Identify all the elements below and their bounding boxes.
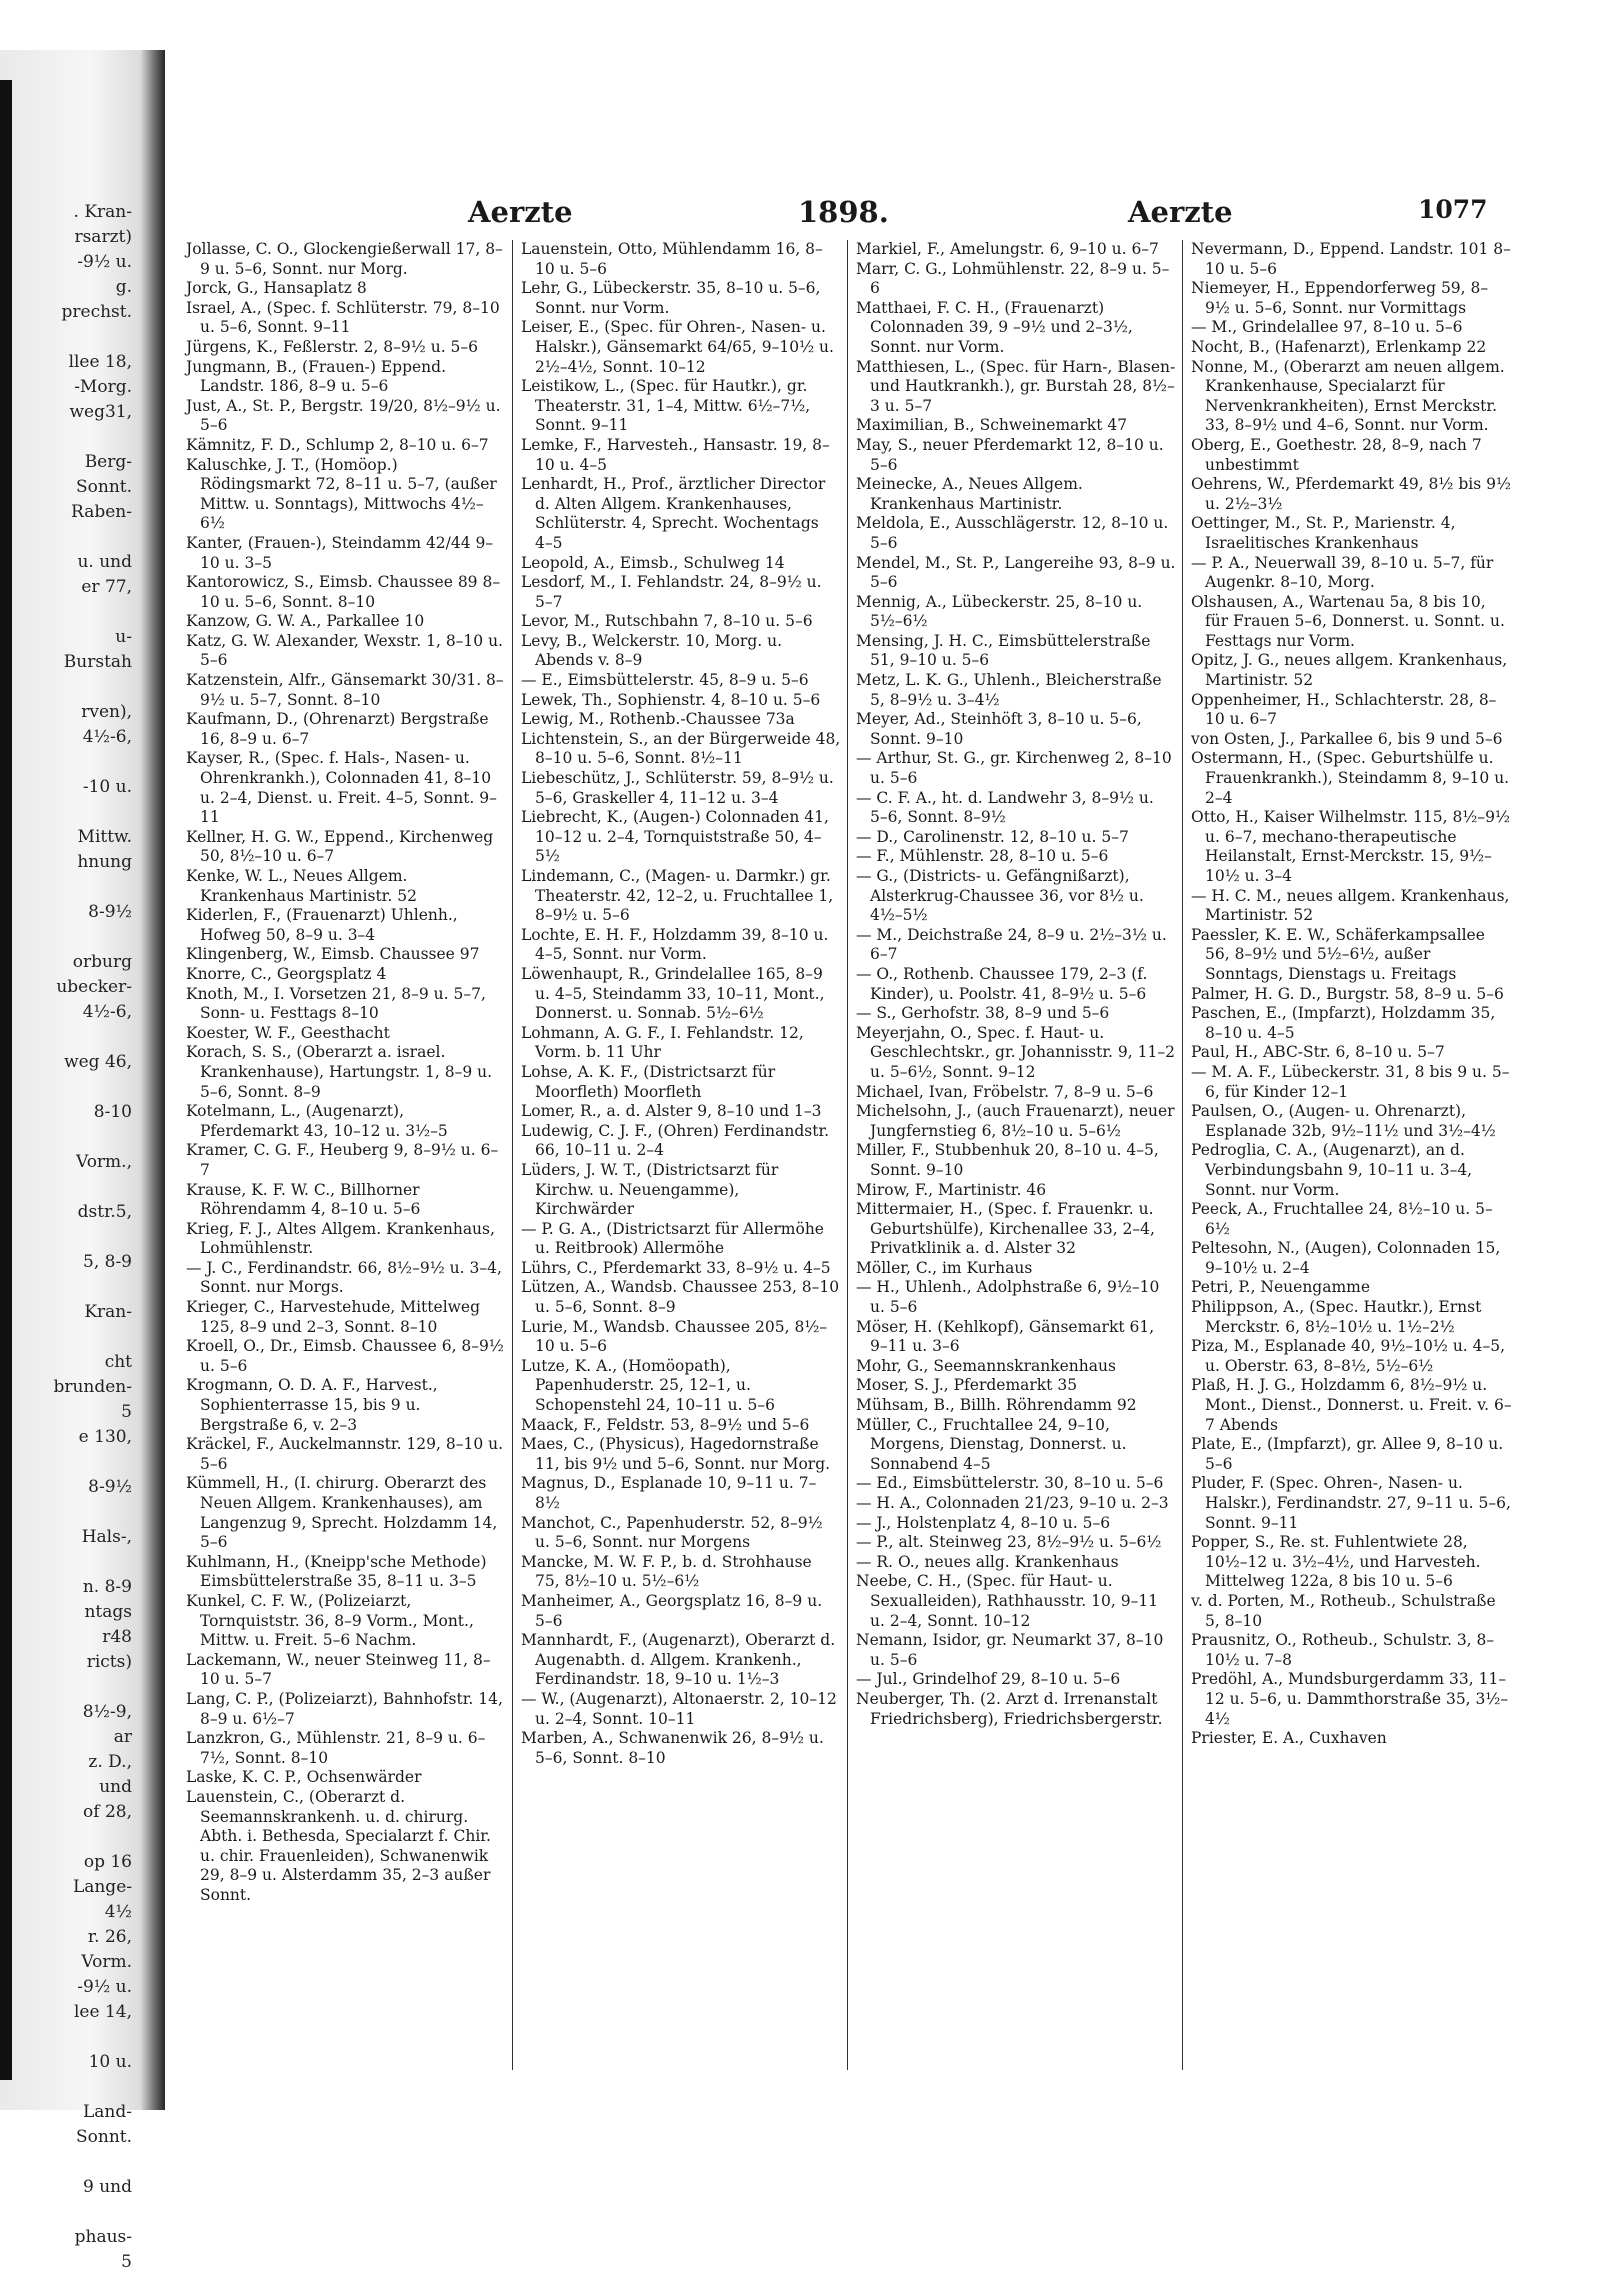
directory-entry: — P., alt. Steinweg 23, 8½–9½ u. 5–6½	[856, 1533, 1162, 1552]
directory-entry: Mirow, F., Martinistr. 46	[856, 1180, 1047, 1199]
directory-entry: Oberg, E., Goethestr. 28, 8–9, nach 7 unbestimmt	[1191, 435, 1482, 474]
fragment-line: Sonnt.	[75, 477, 132, 497]
fragment-line: Land-	[83, 2102, 132, 2122]
fragment-line: Berg-	[84, 452, 132, 472]
fragment-line: n. 8-9	[82, 1577, 132, 1597]
fragment-line: e 130,	[78, 1427, 132, 1447]
directory-entry: — P. A., Neuerwall 39, 8–10 u. 5–7, für Augenkr. 8–10, Morg.	[1191, 553, 1494, 592]
directory-entry: — F., Mühlenstr. 28, 8–10 u. 5–6	[856, 847, 1109, 866]
directory-entry: — H., Uhlenh., Adolphstraße 6, 9½–10 u. 5–6	[856, 1278, 1160, 1317]
directory-entry: — R. O., neues allg. Krankenhaus	[856, 1552, 1119, 1571]
directory-entry: Kiderlen, F., (Frauenarzt) Uhlenh., Hofweg 50, 8–9 u. 3–4	[186, 906, 458, 944]
fragment-line: dstr.5,	[77, 1202, 132, 1222]
directory-entry: Just, A., St. P., Bergstr. 19/20, 8½–9½ u. 5–6	[186, 396, 501, 435]
directory-entry: Metz, L. K. G., Uhlenh., Bleicherstraße 5, 8–9½ u. 3–4½	[856, 671, 1162, 709]
fragment-line: 5	[121, 1402, 132, 1422]
fragment-line	[14, 525, 132, 550]
directory-entry: — O., Rothenb. Chaussee 179, 2–3 (f. Kinder), u. Poolstr. 41, 8–9½ u. 5–6	[856, 964, 1148, 1003]
directory-entry: — Jul., Grindelhof 29, 8–10 u. 5–6	[856, 1670, 1121, 1689]
directory-entry: Michelsohn, J., (auch Frauenarzt), neuer Jungfernstieg 6, 8½–10 u. 5–6½	[856, 1102, 1175, 1140]
fragment-line	[14, 2150, 132, 2175]
fragment-line: Hals-,	[81, 1527, 132, 1547]
fragment-line	[14, 2200, 132, 2225]
directory-entry: Manchot, C., Papenhuderstr. 52, 8–9½ u. 5–6, Sonnt. nur Morgens	[521, 1513, 823, 1552]
directory-entry: Olshausen, A., Wartenau 5a, 8 bis 10, für Frauen 5–6, Donnerst. u. Sonnt. u. Festtags nur Vorm.	[1191, 592, 1505, 650]
directory-entry: Moser, S. J., Pferdemarkt 35	[856, 1376, 1078, 1395]
directory-entry: Meinecke, A., Neues Allgem. Krankenhaus Martinistr.	[856, 475, 1083, 513]
directory-entry: Oehrens, W., Pferdemarkt 49, 8½ bis 9½ u. 2½–3½	[1191, 475, 1512, 513]
directory-entry: Levy, B., Welckerstr. 10, Morg. u. Abends v. 8–9	[521, 631, 783, 670]
directory-entry: Möller, C., im Kurhaus	[856, 1258, 1033, 1277]
fragment-line: . Kran-	[73, 202, 132, 222]
fragment-line: 4½-6,	[82, 1002, 132, 1022]
directory-entry: Löwenhaupt, R., Grindelallee 165, 8–9 u. 4–5, Steindamm 33, 10–11, Mont., Donnerst. u. Sonnab. 5½–6½	[521, 964, 825, 1023]
directory-entry: Katzenstein, Alfr., Gänsemarkt 30/31. 8–9½ u. 5–7, Sonnt. 8–10	[186, 671, 504, 709]
directory-entry: Koester, W. F., Geesthacht	[186, 1023, 390, 1042]
directory-entry: Lützen, A., Wandsb. Chaussee 253, 8–10 u. 5–6, Sonnt. 8–9	[521, 1278, 840, 1317]
directory-entry: Marben, A., Schwanenwik 26, 8–9½ u. 5–6, Sonnt. 8–10	[521, 1729, 824, 1767]
directory-entry: Kayser, R., (Spec. f. Hals-, Nasen- u. Ohrenkrankh.), Colonnaden 41, 8–10 u. 2–4, Dienst. u. Freit. 4–5, Sonnt. 9–11	[186, 749, 497, 827]
directory-entry: v. d. Porten, M., Rotheub., Schulstraße 5, 8–10	[1191, 1591, 1496, 1630]
directory-entry: Lesdorf, M., I. Fehlandstr. 24, 8–9½ u. 5–7	[521, 573, 822, 611]
fragment-line: u. und	[77, 552, 132, 572]
fragment-line	[14, 1225, 132, 1250]
fragment-line	[14, 1025, 132, 1050]
directory-entry: Ludewig, C. J. F., (Ohren) Ferdinandstr. 66, 10–11 u. 2–4	[521, 1121, 830, 1160]
fragment-line: -9½ u.	[77, 252, 132, 272]
directory-entry: Mendel, M., St. P., Langereihe 93, 8–9 u. 5–6	[856, 553, 1176, 592]
directory-entry: Laske, K. C. P., Ochsenwärder	[186, 1768, 422, 1787]
fragment-line: ntags	[84, 1602, 132, 1622]
directory-entry: Peltesohn, N., (Augen), Colonnaden 15, 9–10½ u. 2–4	[1191, 1239, 1501, 1277]
fragment-line: 5	[121, 2252, 132, 2272]
fragment-line: cht	[104, 1352, 132, 1372]
directory-entry: Paessler, K. E. W., Schäferkampsallee 56, 8–9½ und 5½–6½, außer Sonntags, Dienstags u. Freitags	[1191, 925, 1485, 983]
fragment-line	[14, 1175, 132, 1200]
directory-entry: Kaluschke, J. T., (Homöop.) Rödingsmarkt 72, 8–11 u. 5–7, (außer Mittw. u. Sonntags), Mittwochs 4½–6½	[186, 455, 497, 533]
directory-entry: Krieg, F. J., Altes Allgem. Krankenhaus, Lohmühlenstr.	[186, 1219, 495, 1258]
directory-entry: Predöhl, A., Mundsburgerdamm 33, 11–12 u. 5–6, u. Dammthorstraße 35, 3½–4½	[1191, 1670, 1509, 1728]
directory-entry: Lewek, Th., Sophienstr. 4, 8–10 u. 5–6	[521, 690, 821, 709]
directory-entry: — M., Deichstraße 24, 8–9 u. 2½–3½ u. 6–7	[856, 925, 1167, 964]
directory-entry: — E., Eimsbüttelerstr. 45, 8–9 u. 5–6	[521, 671, 809, 690]
fragment-line: 9 und	[83, 2177, 132, 2197]
fragment-line	[14, 925, 132, 950]
fragment-line: g.	[115, 277, 132, 297]
fragment-line: 8-9½	[88, 902, 132, 922]
directory-entry: Kellner, H. G. W., Eppend., Kirchenweg 50, 8½–10 u. 6–7	[186, 827, 494, 866]
binding-shadow	[0, 80, 12, 2080]
directory-entry: Ostermann, H., (Spec. Geburtshülfe u. Frauenkrankh.), Steindamm 8, 9–10 u. 2–4	[1191, 749, 1510, 807]
directory-entry: Krause, K. F. W. C., Billhorner Röhrendamm 4, 8–10 u. 5–6	[186, 1180, 421, 1219]
fragment-line: 8-10	[93, 1102, 132, 1122]
directory-entry: Kanzow, G. W. A., Parkallee 10	[186, 612, 425, 631]
fragment-line	[14, 2075, 132, 2100]
fragment-line: Raben-	[71, 502, 132, 522]
directory-entry: Pedroglia, C. A., (Augenarzt), an d. Verbindungsbahn 9, 10–11 u. 3–4, Sonnt. nur Vorm.	[1191, 1141, 1473, 1199]
directory-entry: Lewig, M., Rothenb.-Chaussee 73a	[521, 710, 795, 729]
fragment-line: lee 14,	[74, 2002, 132, 2022]
fragment-line: phaus-	[74, 2227, 132, 2247]
fragment-line	[14, 325, 132, 350]
directory-entry: Lomer, R., a. d. Alster 9, 8–10 und 1–3	[521, 1102, 822, 1121]
fragment-line: Lange-	[72, 1877, 132, 1897]
directory-entry: Kuhlmann, H., (Kneipp'sche Methode) Eimsbüttelerstraße 35, 8–11 u. 3–5	[186, 1552, 487, 1591]
directory-entry: Lurie, M., Wandsb. Chaussee 205, 8½–10 u. 5–6	[521, 1317, 828, 1356]
column-2	[513, 240, 848, 2070]
directory-entry: Nocht, B., (Hafenarzt), Erlenkamp 22	[1191, 337, 1487, 356]
fragment-line	[14, 800, 132, 825]
directory-entry: — P. G. A., (Districtsarzt für Allermöhe u. Reitbrook) Allermöhe	[521, 1219, 824, 1258]
directory-entry: Opitz, J. G., neues allgem. Krankenhaus, Martinistr. 52	[1191, 651, 1508, 690]
fragment-line	[14, 1825, 132, 1850]
fragment-line: Sonnt.	[75, 2127, 132, 2147]
directory-entry: Peeck, A., Fruchtallee 24, 8½–10 u. 5–6½	[1191, 1200, 1493, 1238]
directory-columns	[178, 240, 1518, 2070]
fragment-line: z. D.,	[88, 1752, 132, 1772]
directory-entry: Meyer, Ad., Steinhöft 3, 8–10 u. 5–6, Sonnt. 9–10	[856, 710, 1142, 748]
directory-entry: Petri, P., Neuengamme	[1191, 1278, 1371, 1297]
fragment-line	[14, 2025, 132, 2050]
directory-entry: Nonne, M., (Oberarzt am neuen allgem. Krankenhause, Specialarzt für Nervenkrankheiten), Ernst Merckstr. 33, 8–9½ und 4–6, Sonnt. nur Vorm.	[1191, 357, 1505, 435]
fragment-line	[14, 1675, 132, 1700]
directory-entry: Jorck, G., Hansaplatz 8	[186, 279, 367, 298]
fragment-line: 4½	[104, 1902, 132, 1922]
directory-entry: Kramer, C. G. F., Heuberg 9, 8–9½ u. 6–7	[186, 1141, 499, 1179]
directory-entry: Marr, C. G., Lohmühlenstr. 22, 8–9 u. 5–6	[856, 259, 1170, 298]
column-4	[1183, 240, 1518, 2070]
fragment-line: llee 18,	[68, 352, 132, 372]
page-header	[168, 195, 1568, 235]
directory-entry: Plaß, H. J. G., Holzdamm 6, 8½–9½ u. Mont., Dienst., Donnerst. u. Freit. v. 6–7 Abends	[1191, 1376, 1512, 1434]
directory-entry: Piza, M., Esplanade 40, 9½–10½ u. 4–5, u. Oberstr. 63, 8–8½, 5½–6½	[1191, 1337, 1506, 1375]
directory-entry: Leistikow, L., (Spec. für Hautkr.), gr. Theaterstr. 31, 1–4, Mittw. 6½–7½, Sonnt. 9–11	[521, 377, 811, 435]
directory-entry: Korach, S. S., (Oberarzt a. israel. Krankenhause), Hartungstr. 1, 8–9 u. 5–6, Sonnt. 8–9	[186, 1043, 493, 1101]
fragment-line	[14, 1450, 132, 1475]
directory-entry: Maximilian, B., Schweinemarkt 47	[856, 416, 1128, 435]
directory-entry: Jürgens, K., Feßlerstr. 2, 8–9½ u. 5–6	[186, 337, 479, 356]
directory-entry: Meldola, E., Ausschlägerstr. 12, 8–10 u. 5–6	[856, 514, 1169, 552]
directory-entry: Leopold, A., Eimsb., Schulweg 14	[521, 553, 785, 572]
directory-entry: Lanzkron, G., Mühlenstr. 21, 8–9 u. 6–7½, Sonnt. 8–10	[186, 1729, 486, 1767]
fragment-line	[14, 600, 132, 625]
directory-entry: Müller, C., Fruchtallee 24, 9–10, Morgens, Dienstag, Donnerst. u. Sonnabend 4–5	[856, 1415, 1127, 1473]
directory-entry: Lohse, A. K. F., (Districtsarzt für Moorfleth) Moorfleth	[521, 1062, 776, 1101]
previous-page-fragment	[14, 200, 132, 2275]
fragment-line: of 28,	[83, 1802, 132, 1822]
directory-entry: Prausnitz, O., Rotheub., Schulstr. 3, 8–10½ u. 7–8	[1191, 1631, 1495, 1669]
directory-entry: Kümmell, H., (I. chirurg. Oberarzt des Neuen Allgem. Krankenhauses), am Langenzug 9, Sprecht. Holzdamm 14, 5–6	[186, 1474, 498, 1552]
fragment-line	[14, 875, 132, 900]
directory-entry: — S., Gerhofstr. 38, 8–9 und 5–6	[856, 1004, 1110, 1023]
header-year: 1898.	[798, 195, 889, 229]
fragment-line	[14, 675, 132, 700]
fragment-line: -10 u.	[82, 777, 132, 797]
directory-entry: Mennig, A., Lübeckerstr. 25, 8–10 u. 5½–6½	[856, 592, 1143, 631]
fragment-line: er 77,	[81, 577, 132, 597]
fragment-line: Vorm.,	[75, 1152, 132, 1172]
directory-entry: Philippson, A., (Spec. Hautkr.), Ernst Merckstr. 6, 8½–10½ u. 1½–2½	[1191, 1298, 1482, 1336]
directory-entry: Magnus, D., Esplanade 10, 9–11 u. 7–8½	[521, 1474, 817, 1512]
directory-entry: Lutze, K. A., (Homöopath), Papenhuderstr. 25, 12–1, u. Schopenstehl 24, 10–11 u. 5–6	[521, 1356, 775, 1415]
fragment-line: 4½-6,	[82, 727, 132, 747]
directory-entry: Lemke, F., Harvesteh., Hansastr. 19, 8–10 u. 4–5	[521, 435, 830, 474]
directory-entry: Niemeyer, H., Eppendorferweg 59, 8–9½ u. 5–6, Sonnt. nur Vormittags	[1191, 279, 1489, 317]
directory-entry: Manheimer, A., Georgsplatz 16, 8–9 u. 5–6	[521, 1591, 823, 1630]
header-section-left: Aerzte	[468, 195, 573, 229]
column-1	[178, 240, 513, 2070]
fragment-line: r48	[102, 1627, 132, 1647]
directory-entry: Paulsen, O., (Augen- u. Ohrenarzt), Esplanade 32b, 9½–11½ und 3½–4½	[1191, 1102, 1496, 1140]
fragment-line: -Morg.	[74, 377, 132, 397]
directory-entry: Lührs, C., Pferdemarkt 33, 8–9½ u. 4–5	[521, 1258, 831, 1277]
directory-entry: Mancke, M. W. F. P., b. d. Strohhause 75, 8½–10 u. 5½–6½	[521, 1552, 812, 1591]
fragment-line: hnung	[77, 852, 132, 872]
directory-entry: Lauenstein, C., (Oberarzt d. Seemannskrankenh. u. d. chirurg. Abth. i. Bethesda, Specialarzt f. Chir. u. chir. Frauenleiden), Schwanenwik 29, 8–9 u. Alsterdamm 35, 2–3 außer Sonnt.	[186, 1787, 491, 1904]
fragment-line: r. 26,	[87, 1927, 132, 1947]
directory-entry: Mühsam, B., Billh. Röhrendamm 92	[856, 1396, 1137, 1415]
fragment-line	[14, 1125, 132, 1150]
directory-entry: Matthaei, F. C. H., (Frauenarzt) Colonnaden 39, 9 –9½ und 2–3½, Sonnt. nur Vorm.	[856, 298, 1133, 356]
fragment-line: Vorm.	[81, 1952, 132, 1972]
directory-entry: Lindemann, C., (Magen- u. Darmkr.) gr. Theaterstr. 42, 12–2, u. Fruchtallee 1, 8–9½ u. 5–6	[521, 867, 834, 925]
directory-entry: Krieger, C., Harvestehude, Mittelweg 125, 8–9 und 2–3, Sonnt. 8–10	[186, 1298, 481, 1336]
directory-entry: Liebeschütz, J., Schlüterstr. 59, 8–9½ u. 5–6, Graskeller 4, 11–12 u. 3–4	[521, 769, 834, 807]
directory-entry: Michael, Ivan, Fröbelstr. 7, 8–9 u. 5–6	[856, 1082, 1154, 1101]
directory-entry: — J. C., Ferdinandstr. 66, 8½–9½ u. 3–4, Sonnt. nur Morgs.	[186, 1258, 502, 1297]
directory-entry: Oettinger, M., St. P., Marienstr. 4, Israelitisches Krankenhaus	[1191, 514, 1456, 552]
fragment-line: rsarzt)	[74, 227, 132, 247]
directory-entry: Paschen, E., (Impfarzt), Holzdamm 35, 8–10 u. 4–5	[1191, 1004, 1496, 1042]
fragment-line: Burstah	[63, 652, 132, 672]
directory-entry: — Ed., Eimsbüttelerstr. 30, 8–10 u. 5–6	[856, 1474, 1164, 1493]
directory-entry: Jungmann, B., (Frauen-) Eppend. Landstr. 186, 8–9 u. 5–6	[186, 357, 446, 396]
fragment-line: 8-9½	[88, 1477, 132, 1497]
directory-entry: Knoth, M., I. Vorsetzen 21, 8–9 u. 5–7, Sonn- u. Festtags 8–10	[186, 984, 486, 1023]
directory-entry: — H. A., Colonnaden 21/23, 9–10 u. 2–3	[856, 1494, 1169, 1512]
fragment-line: weg 46,	[64, 1052, 132, 1072]
directory-entry: von Osten, J., Parkallee 6, bis 9 und 5–6	[1191, 729, 1503, 748]
directory-entry: Markiel, F., Amelungstr. 6, 9–10 u. 6–7	[856, 240, 1159, 258]
directory-entry: Kotelmann, L., (Augenarzt), Pferdemarkt 43, 10–12 u. 3½–5	[186, 1102, 448, 1140]
directory-entry: Kaufmann, D., (Ohrenarzt) Bergstraße 16, 8–9 u. 6–7	[186, 710, 489, 748]
directory-entry: Miller, F., Stubbenhuk 20, 8–10 u. 4–5, Sonnt. 9–10	[856, 1141, 1159, 1179]
directory-entry: Israel, A., (Spec. f. Schlüterstr. 79, 8–10 u. 5–6, Sonnt. 9–11	[186, 298, 500, 337]
directory-entry: — H. C. M., neues allgem. Krankenhaus, Martinistr. 52	[1191, 886, 1510, 925]
page-number: 1077	[1418, 195, 1488, 224]
directory-entry: Möser, H. (Kehlkopf), Gänsemarkt 61, 9–11 u. 3–6	[856, 1317, 1155, 1356]
fragment-line: ar	[113, 1727, 132, 1747]
fragment-line: prechst.	[61, 302, 132, 322]
directory-entry: — D., Carolinenstr. 12, 8–10 u. 5–7	[856, 827, 1129, 846]
directory-entry: — M. A. F., Lübeckerstr. 31, 8 bis 9 u. 5–6, für Kinder 12–1	[1191, 1062, 1510, 1101]
directory-entry: — C. F. A., ht. d. Landwehr 3, 8–9½ u. 5–6, Sonnt. 8–9½	[856, 788, 1154, 827]
directory-entry: Lenhardt, H., Prof., ärztlicher Director d. Alten Allgem. Krankenhauses, Schlüterstr. 4, Sprecht. Wochentags 4–5	[521, 475, 826, 552]
directory-entry: — J., Holstenplatz 4, 8–10 u. 5–6	[856, 1513, 1111, 1532]
fragment-line: ubecker-	[56, 977, 132, 997]
directory-entry: Maack, F., Feldstr. 53, 8–9½ und 5–6	[521, 1415, 810, 1434]
directory-entry: Liebrecht, K., (Augen-) Colonnaden 41, 10–12 u. 2–4, Tornquiststraße 50, 4–5½	[521, 808, 829, 866]
directory-entry: Lackemann, W., neuer Steinweg 11, 8–10 u. 5–7	[186, 1650, 491, 1689]
header-section-right: Aerzte	[1128, 195, 1233, 229]
fragment-line: orburg	[72, 952, 132, 972]
directory-entry: Kunkel, C. F. W., (Polizeiarzt, Tornquiststr. 36, 8–9 Vorm., Mont., Mittw. u. Freit. 5–6 Nachm.	[186, 1591, 474, 1650]
fragment-line: rven),	[81, 702, 132, 722]
directory-entry: — W., (Augenarzt), Altonaerstr. 2, 10–12 u. 2–4, Sonnt. 10–11	[521, 1689, 837, 1728]
directory-entry: Knorre, C., Georgsplatz 4	[186, 964, 387, 983]
directory-entry: Mannhardt, F., (Augenarzt), Oberarzt d. Augenabth. d. Allgem. Krankenh., Ferdinandstr. 18, 9–10 u. 1½–3	[521, 1631, 836, 1689]
fragment-line	[14, 1075, 132, 1100]
directory-entry: Lochte, E. H. F., Holzdamm 39, 8–10 u. 4–5, Sonnt. nur Vorm.	[521, 925, 829, 964]
fragment-line: weg31,	[69, 402, 132, 422]
directory-entry: Lehr, G., Lübeckerstr. 35, 8–10 u. 5–6, Sonnt. nur Vorm.	[521, 279, 821, 317]
directory-entry: Kämnitz, F. D., Schlump 2, 8–10 u. 6–7	[186, 435, 489, 454]
directory-entry: — M., Grindelallee 97, 8–10 u. 5–6	[1191, 318, 1463, 337]
directory-entry: Levor, M., Rutschbahn 7, 8–10 u. 5–6	[521, 612, 813, 631]
directory-entry: Plate, E., (Impfarzt), gr. Allee 9, 8–10 u. 5–6	[1191, 1435, 1504, 1473]
directory-entry: Mittermaier, H., (Spec. f. Frauenkr. u. Geburtshülfe), Kirchenallee 33, 2–4, Privatklinik a. d. Alster 32	[856, 1200, 1155, 1258]
directory-entry: Kräckel, F., Auckelmannstr. 129, 8–10 u. 5–6	[186, 1435, 504, 1473]
directory-entry: Mohr, G., Seemannskrankenhaus	[856, 1356, 1116, 1375]
directory-entry: — Arthur, St. G., gr. Kirchenweg 2, 8–10 u. 5–6	[856, 749, 1172, 788]
directory-entry: Popper, S., Re. st. Fuhlentwiete 28, 10½–12 u. 3½–4½, und Harvesteh. Mittelweg 122a, 8 bis 10 u. 5–6	[1191, 1533, 1481, 1591]
directory-entry: Kroell, O., Dr., Eimsb. Chaussee 6, 8–9½ u. 5–6	[186, 1337, 504, 1375]
directory-entry: May, S., neuer Pferdemarkt 12, 8–10 u. 5–6	[856, 435, 1164, 474]
fragment-line: und	[99, 1777, 132, 1797]
fragment-line	[14, 1500, 132, 1525]
fragment-line: Kran-	[84, 1302, 132, 1322]
directory-entry: Klingenberg, W., Eimsb. Chaussee 97	[186, 945, 480, 964]
directory-entry: Lichtenstein, S., an der Bürgerweide 48, 8–10 u. 5–6, Sonnt. 8½–11	[521, 729, 841, 768]
directory-entry: Kenke, W. L., Neues Allgem. Krankenhaus Martinistr. 52	[186, 867, 417, 905]
fragment-line: 5, 8-9	[83, 1252, 132, 1272]
fragment-line: 8½-9,	[82, 1702, 132, 1722]
fragment-line: Mittw.	[77, 827, 132, 847]
directory-entry: Lohmann, A. G. F., I. Fehlandstr. 12, Vorm. b. 11 Uhr	[521, 1023, 804, 1062]
directory-entry: Matthiesen, L., (Spec. für Harn-, Blasen- und Hautkrankh.), gr. Burstah 28, 8½–3 u. 5–7	[856, 357, 1176, 415]
fragment-line	[14, 1275, 132, 1300]
directory-entry: Maes, C., (Physicus), Hagedornstraße 11, bis 9½ und 5–6, Sonnt. nur Morg.	[521, 1435, 831, 1473]
fragment-line	[14, 750, 132, 775]
directory-entry: Nevermann, D., Eppend. Landstr. 101 8–10 u. 5–6	[1191, 240, 1511, 278]
fragment-line: op 16	[83, 1852, 132, 1872]
directory-entry: Paul, H., ABC-Str. 6, 8–10 u. 5–7	[1191, 1043, 1445, 1062]
directory-entry: Neebe, C. H., (Spec. für Haut- u. Sexualleiden), Rathhausstr. 10, 9–11 u. 2–4, Sonnt. 10–12	[856, 1572, 1159, 1630]
directory-entry: Oppenheimer, H., Schlachterstr. 28, 8–10 u. 6–7	[1191, 690, 1497, 729]
column-3	[848, 240, 1183, 2070]
directory-entry: Mensing, J. H. C., Eimsbüttelerstraße 51, 9–10 u. 5–6	[856, 631, 1151, 670]
directory-entry: Krogmann, O. D. A. F., Harvest., Sophienterrasse 15, bis 9 u. Bergstraße 6, v. 2–3	[186, 1376, 438, 1434]
fragment-line: -9½ u.	[77, 1977, 132, 1997]
fragment-line: brunden-	[53, 1377, 132, 1397]
directory-entry: Palmer, H. G. D., Burgstr. 58, 8–9 u. 5–6	[1191, 984, 1504, 1003]
directory-entry: Pluder, F. (Spec. Ohren-, Nasen- u. Halskr.), Ferdinandstr. 27, 9–11 u. 5–6, Sonnt. 9–11	[1191, 1474, 1511, 1532]
directory-entry: Katz, G. W. Alexander, Wexstr. 1, 8–10 u. 5–6	[186, 631, 503, 670]
fragment-line: ricts)	[86, 1652, 132, 1672]
directory-entry: — G., (Districts- u. Gefängnißarzt), Alsterkrug-Chaussee 36, vor 8½ u. 4½–5½	[856, 867, 1144, 925]
directory-entry: Lüders, J. W. T., (Districtsarzt für Kirchw. u. Neuengamme), Kirchwärder	[521, 1160, 779, 1219]
directory-entry: Jollasse, C. O., Glockengießerwall 17, 8–9 u. 5–6, Sonnt. nur Morg.	[186, 240, 503, 278]
directory-entry: Otto, H., Kaiser Wilhelmstr. 115, 8½–9½ u. 6–7, mechano-therapeutische Heilanstalt, Ernst-Merckstr. 15, 9½–10½ u. 3–4	[1191, 808, 1510, 885]
directory-entry: Kantorowicz, S., Eimsb. Chaussee 89 8–10 u. 5–6, Sonnt. 8–10	[186, 573, 501, 611]
fragment-line: u-	[115, 627, 132, 647]
fragment-line	[14, 1550, 132, 1575]
directory-entry: Kanter, (Frauen-), Steindamm 42/44 9–10 u. 3–5	[186, 533, 494, 572]
directory-entry: Neuberger, Th. (2. Arzt d. Irrenanstalt Friedrichsberg), Friedrichsbergerstr.	[856, 1689, 1163, 1728]
directory-page	[168, 135, 1568, 2095]
directory-entry: Lauenstein, Otto, Mühlendamm 16, 8–10 u. 5–6	[521, 240, 823, 278]
directory-entry: Nemann, Isidor, gr. Neumarkt 37, 8–10 u. 5–6	[856, 1631, 1164, 1669]
directory-entry: Meyerjahn, O., Spec. f. Haut- u. Geschlechtskr., gr. Johannisstr. 9, 11–2 u. 5–6½, Sonnt. 9–12	[856, 1023, 1175, 1081]
fragment-line: 10 u.	[88, 2052, 132, 2072]
directory-entry: Lang, C. P., (Polizeiarzt), Bahnhofstr. 14, 8–9 u. 6½–7	[186, 1689, 503, 1728]
directory-entry: Leiser, E., (Spec. für Ohren-, Nasen- u. Halskr.), Gänsemarkt 64/65, 9–10½ u. 2½–4½, Sonnt. 10–12	[521, 318, 834, 376]
fragment-line	[14, 1325, 132, 1350]
directory-entry: Priester, E. A., Cuxhaven	[1191, 1729, 1387, 1748]
fragment-line	[14, 425, 132, 450]
